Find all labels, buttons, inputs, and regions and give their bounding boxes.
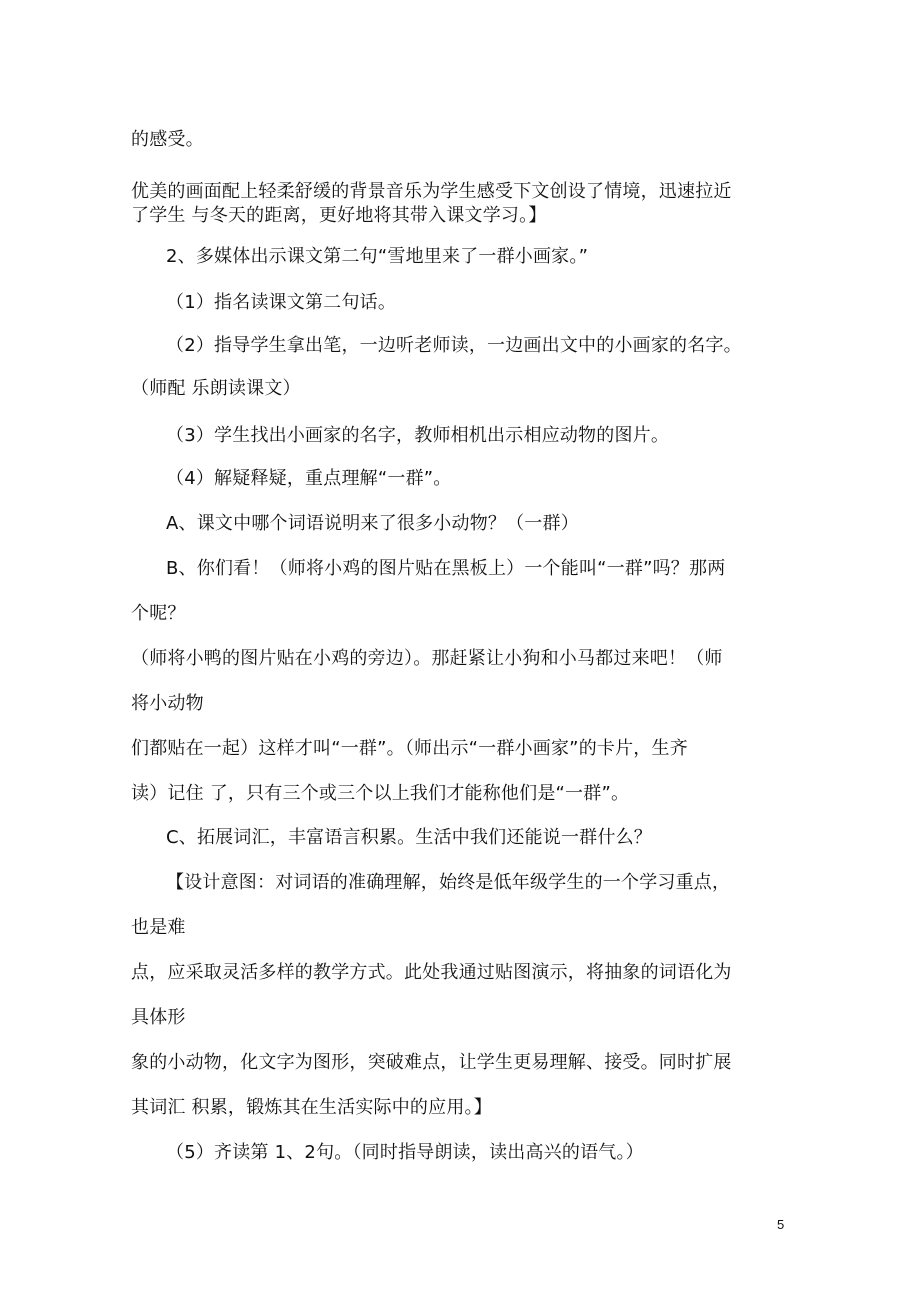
text-line: 将小动物 [131,693,204,714]
text-line: C、拓展词汇，丰富语言积累。生活中我们还能说一群什么？ [166,827,652,848]
page-number: 5 [777,1217,785,1232]
text-line: 象的小动物，化文字为图形，突破难点，让学生更易理解、接受。同时扩展 [131,1052,732,1073]
text-line: （1）指名读课文第二句话。 [166,292,397,313]
text-line: 点，应采取灵活多样的教学方式。此处我通过贴图演示，将抽象的词语化为 [131,962,732,983]
text-line: （4）解疑释疑，重点理解“一群”。 [166,468,452,489]
text-line: （师配 乐朗读课文） [131,378,301,399]
text-line: （2）指导学生拿出笔，一边听老师读，一边画出文中的小画家的名字。 [166,335,742,356]
text-line: 个呢？ [131,603,186,624]
text-line: 了学生 与冬天的距离，更好地将其带入课文学习。】 [131,205,547,226]
text-line: 的感受。 [131,129,204,150]
text-line: B、你们看！（师将小鸡的图片贴在黑板上）一个能叫“一群”吗？那两 [166,558,726,579]
text-line: A、课文中哪个词语说明来了很多小动物？（一群） [166,513,579,534]
text-line: （师将小鸭的图片贴在小鸡的旁边）。那赶紧让小狗和小马都过来吧！（师 [131,648,723,669]
text-line: 优美的画面配上轻柔舒缓的背景音乐为学生感受下文创设了情境，迅速拉近 [131,181,732,202]
text-line: 【设计意图：对词语的准确理解，始终是低年级学生的一个学习重点， [166,872,731,893]
text-line: 2、多媒体出示课文第二句“雪地里来了一群小画家。” [166,246,589,267]
text-line: 其词汇 积累，锻炼其在生活实际中的应用。】 [131,1097,492,1118]
text-line: （3）学生找出小画家的名字，教师相机出示相应动物的图片。 [166,425,670,446]
text-line: 们都贴在一起）这样才叫“一群”。（师出示“一群小画家”的卡片，生齐 [131,738,688,759]
text-line: 读）记住 了，只有三个或三个以上我们才能称他们是“一群”。 [131,783,630,804]
text-line: （5）齐读第 1、2句。（同时指导朗读，读出高兴的语气。） [166,1142,644,1163]
text-line: 也是难 [131,917,186,938]
text-line: 具体形 [131,1007,186,1028]
